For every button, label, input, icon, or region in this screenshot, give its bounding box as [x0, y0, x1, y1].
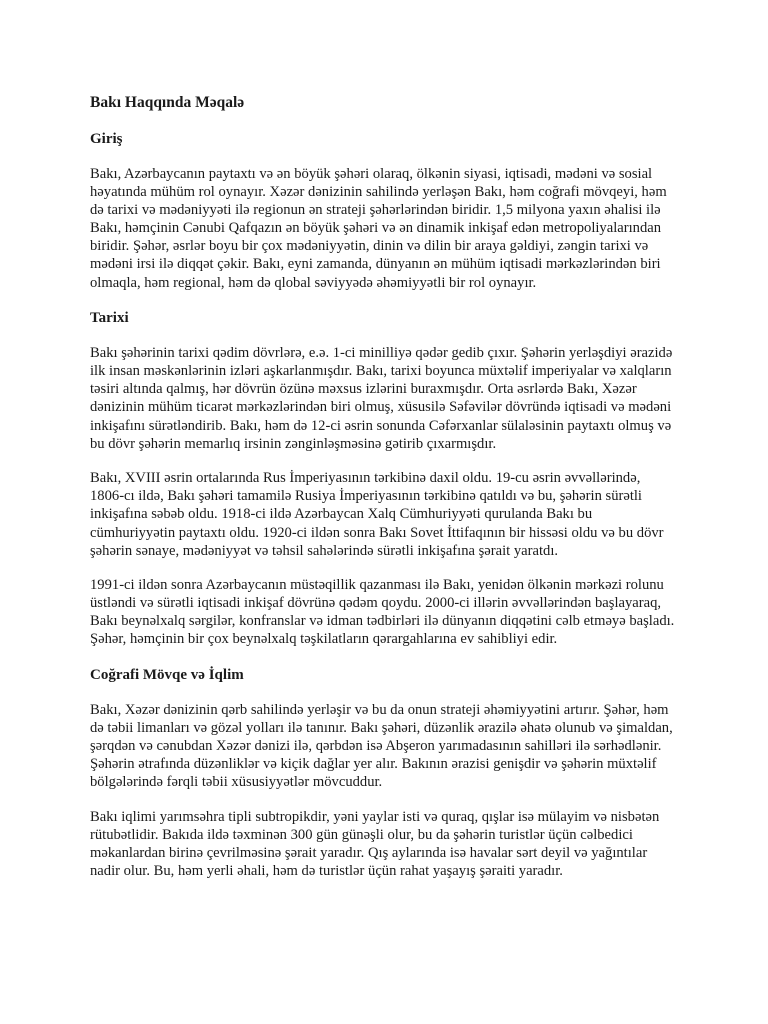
- paragraph: Bakı, XVIII əsrin ortalarında Rus İmperiyasının tərkibinə daxil oldu. 19-cu əsrin əvvəllərində, 1806-cı ildə, Bakı şəhəri tamamilə Rusiya İmperiyasının tərkibinə qatıldı və bu, şəhərin sürətli inkişafına səbəb oldu. 1918-ci ildə Azərbaycan Xalq Cümhuriyyəti qurulanda Bakı bu cümhuriyyətin paytaxtı oldu. 1920-ci ildən sonra Bakı Sovet İttifaqının bir hissəsi oldu və bu dövr şəhərin sənaye, mədəniyyət və təhsil sahələrində sürətli inkişafına şərait yaratdı.: [90, 470, 664, 559]
- section-geography: [90, 665, 678, 880]
- section-history: [90, 308, 678, 648]
- document-title: Bakı Haqqında Məqalə: [90, 94, 245, 111]
- section-heading: Coğrafi Mövqe və İqlim: [90, 667, 244, 684]
- section-intro: [90, 129, 678, 292]
- section-heading: Giriş: [90, 131, 123, 147]
- paragraph: Bakı, Xəzər dənizinin qərb sahilində yerləşir və bu da onun strateji əhəmiyyətini artırır. Şəhər, həm də təbii limanları və gözəl yolları ilə tanınır. Bakı şəhəri, düzənlik ərazilə əhatə olunub və şimaldan, şərqdən və cənubdan Xəzər dənizi ilə, qərbdən isə Abşeron yarımadasının sahilləri ilə sərhədlənir. Şəhərin ətrafında düzənliklər və kiçik dağlar yer alır. Bakının ərazisi genişdir və şəhərin müxtəlif bölgələrində fərqli təbii xüsusiyyətlər mövcuddur.: [90, 702, 673, 791]
- paragraph: 1991-ci ildən sonra Azərbaycanın müstəqillik qazanması ilə Bakı, yenidən ölkənin mərkəzi rolunu üstləndi və sürətli iqtisadi inkişaf dövrünə qədəm qoydu. 2000-ci illərin əvvəllərindən başlayaraq, Bakı beynəlxalq sərgilər, konfranslar və idman tədbirləri ilə dünyanın diqqətini cəlb etməyə başladı. Şəhər, həmçinin bir çox beynəlxalq təşkilatların qərargahlarına ev sahibliyi edir.: [90, 577, 675, 648]
- paragraph: Bakı, Azərbaycanın paytaxtı və ən böyük şəhəri olaraq, ölkənin siyasi, iqtisadi, mədəni və sosial həyatında mühüm rol oynayır. Xəzər dənizinin sahilində yerləşən Bakı, həm coğrafi mövqeyi, həm də tarixi və mədəniyyəti ilə regionun ən strateji şəhərlərindən biridir. 1,5 milyona yaxın əhalisi ilə Bakı, həmçinin Cənubi Qafqazın ən böyük şəhəri və ən dinamik inkişaf edən metropoliyalarından biridir. Şəhər, əsrlər boyu bir çox mədəniyyətin, dinin və dilin bir araya gəldiyi, zəngin tarixi və mədəni irsi ilə diqqət çəkir. Bakı, eyni zamanda, dünyanın ən mühüm iqtisadi mərkəzlərindən biri olmaqla, həm regional, həm də qlobal səviyyədə əhəmiyyətli bir rol oynayır.: [90, 166, 667, 291]
- document-page: [90, 93, 678, 897]
- paragraph: Bakı iqlimi yarımsəhra tipli subtropikdir, yəni yaylar isti və quraq, qışlar isə mülayim və nisbətən rütubətlidir. Bakıda ildə təxminən 300 gün günəşli olur, bu da şəhərin turistlər üçün cəlbedici məkanlardan birinə çevrilməsinə şərait yaradır. Qış aylarında isə havalar sərt deyil və yağıntılar nadir olur. Bu, həm yerli əhali, həm də turistlər üçün rahat yaşayış şəraiti yaradır.: [90, 809, 660, 880]
- section-heading: Tarixi: [90, 310, 129, 327]
- paragraph: Bakı şəhərinin tarixi qədim dövrlərə, e.ə. 1-ci minilliyə qədər gedib çıxır. Şəhərin yerləşdiyi ərazidə ilk insan məskənlərinin izləri aşkarlanmışdır. Bakı, tarixi boyunca müxtəlif imperiyalar və xalqların təsiri altında qalmış, hər dövrün özünə məxsus izlərini buraxmışdır. Orta əsrlərdə Bakı, Xəzər dənizinin mühüm ticarət mərkəzlərindən biri olmuş, xüsusilə Səfəvilər dövründə iqtisadi və mədəni inkişafını sürətləndirib. Bakı, həm də 12-ci əsrin sonunda Cəfərxanlar sülaləsinin paytaxtı olmuş və bu dövr şəhərin memarlıq irsinin zənginləşməsinə gətirib çıxarmışdır.: [90, 345, 673, 452]
